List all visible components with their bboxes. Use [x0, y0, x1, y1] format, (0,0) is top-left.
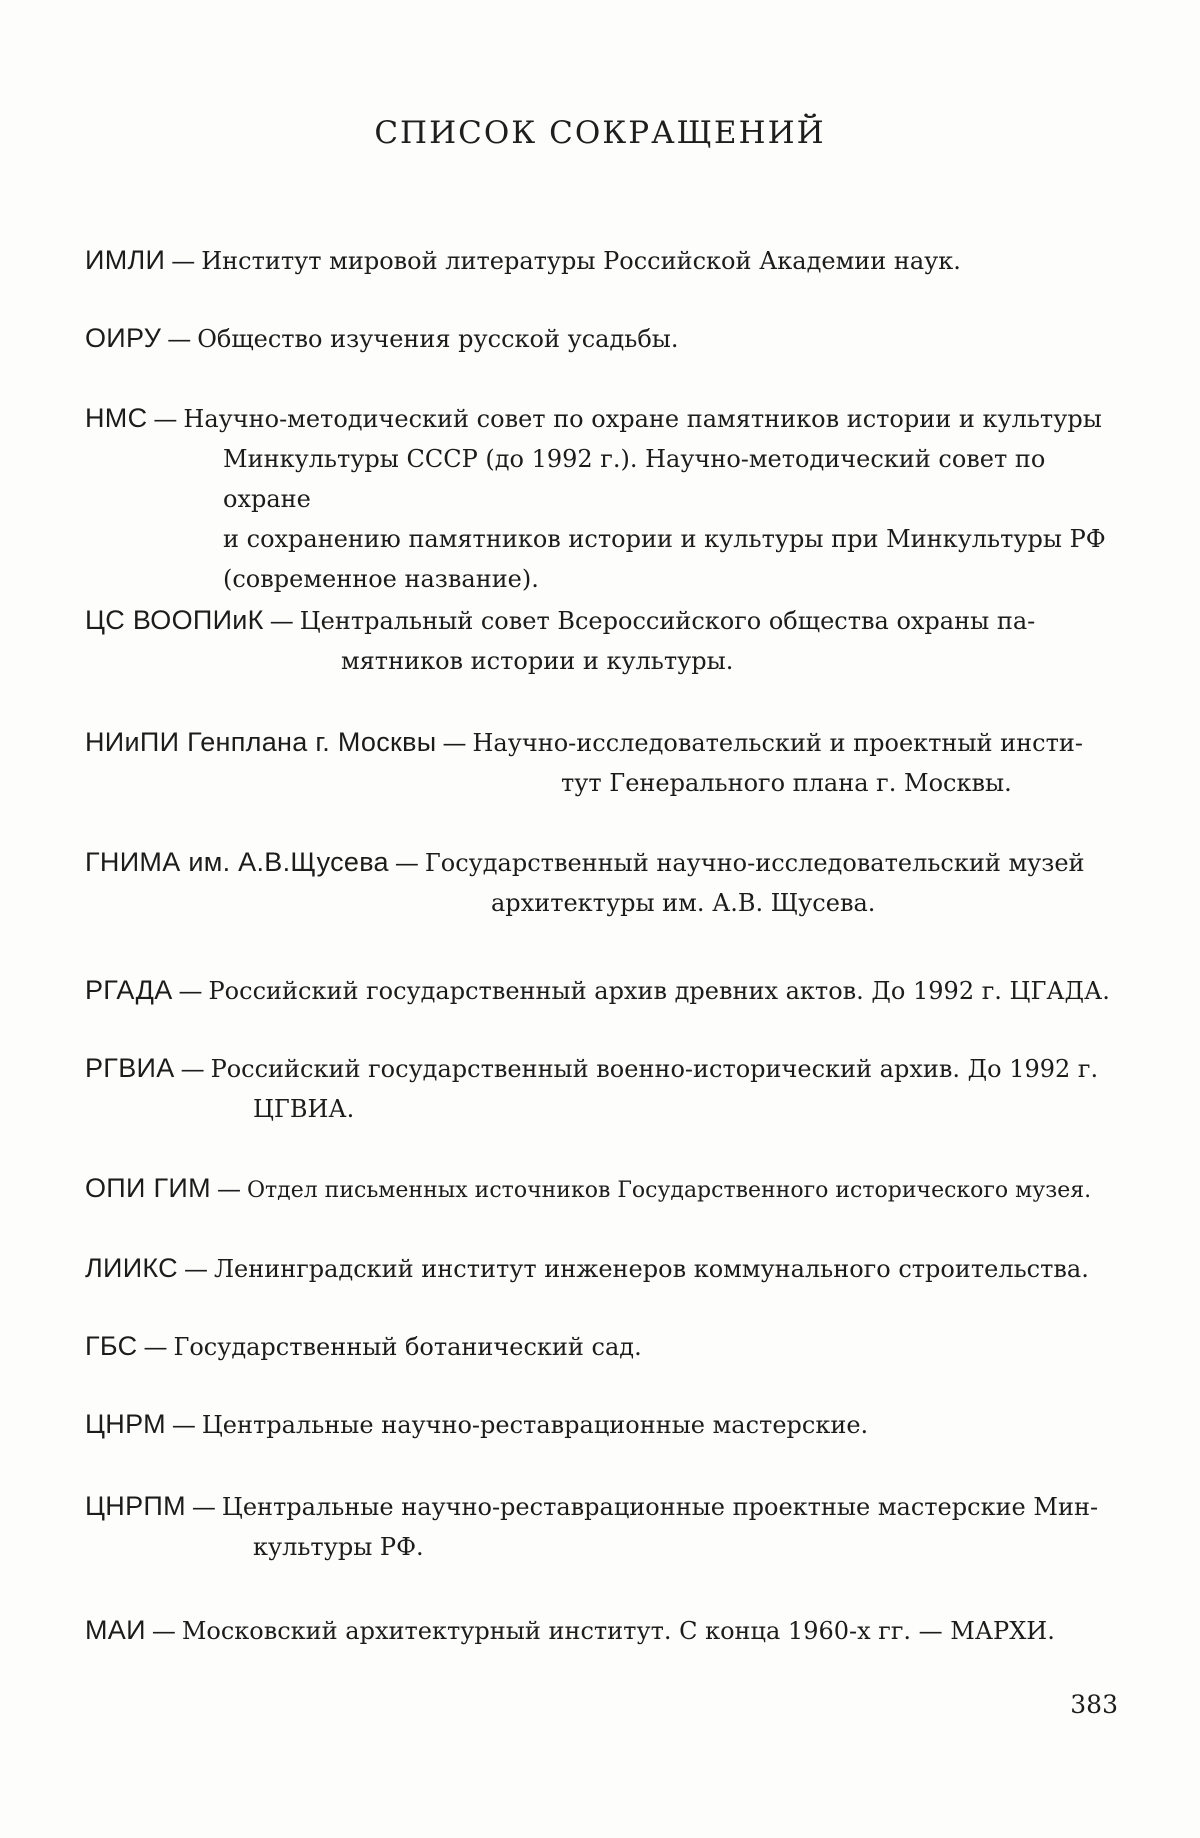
- entry-definition: Московский архитектурный институт. С конца 1960-х гг. — МАРХИ.: [181, 1617, 1055, 1645]
- entry-liiks: ЛИИКС — Ленинградский институт инженеров коммунального строительства.: [85, 1253, 1089, 1283]
- page-title: СПИСОК СОКРАЩЕНИЙ: [374, 115, 826, 151]
- entry-continuation: тут Генерального плана г. Москвы.: [561, 769, 1012, 797]
- entry-definition: Институт мировой литературы Российской Академии наук.: [201, 247, 961, 275]
- entry-rgada: РГАДА — Российский государственный архив древних актов. До 1992 г. ЦГАДА.: [85, 975, 1110, 1005]
- entry-cs-voopiik: ЦС ВООПИиК — Центральный совет Всероссийского общества охраны па- мятников истории и культуры.: [85, 600, 1125, 681]
- entry-abbreviation: НИиПИ Генплана г. Москвы: [85, 727, 437, 757]
- entry-continuation: культуры РФ.: [253, 1533, 424, 1561]
- entry-continuation: ЦГВИА.: [253, 1095, 355, 1123]
- entry-cnrm: ЦНРМ — Центральные научно-реставрационные мастерские.: [85, 1409, 869, 1439]
- page-number: 383: [1070, 1690, 1118, 1719]
- entry-abbreviation: ЛИИКС: [85, 1253, 178, 1283]
- entry-definition: Государственный научно-исследовательский музей: [424, 849, 1085, 877]
- entry-continuation: архитектуры им. А.В. Щусева.: [491, 889, 876, 917]
- entry-gbs: ГБС — Государственный ботанический сад.: [85, 1331, 642, 1361]
- entry-definition: Государственный ботанический сад.: [173, 1333, 642, 1361]
- entry-abbreviation: ГНИМА им. А.В.Щусева: [85, 847, 389, 877]
- entry-abbreviation: ОИРУ: [85, 323, 162, 353]
- entry-opi-gim: ОПИ ГИМ — Отдел письменных источников Государственного исторического музея.: [85, 1173, 1092, 1203]
- entry-definition: Центральные научно-реставрационные мастерские.: [201, 1411, 869, 1439]
- entry-rgvia: РГВИА — Российский государственный военно-исторический архив. До 1992 г. ЦГВИА.: [85, 1048, 1125, 1129]
- entry-continuation: Минкультуры СССР (до 1992 г.). Научно-методический совет по охране и сохранению памятников истории и культуры при Минкультуры РФ (современное название).: [223, 445, 1106, 593]
- entry-abbreviation: ЦНРПМ: [85, 1491, 186, 1521]
- entry-abbreviation: ЦС ВООПИиК: [85, 605, 264, 635]
- entry-abbreviation: ЦНРМ: [85, 1409, 166, 1439]
- entry-oiru: ОИРУ — Общество изучения русской усадьбы.: [85, 323, 679, 353]
- entry-niipi: НИиПИ Генплана г. Москвы — Научно-исследовательский и проектный инсти- тут Генерального плана г. Москвы.: [85, 722, 1125, 803]
- entry-definition: Центральные научно-реставрационные проектные мастерские Мин-: [221, 1493, 1099, 1521]
- entry-abbreviation: МАИ: [85, 1615, 146, 1645]
- entry-definition: Ленинградский институт инженеров коммунального строительства.: [213, 1255, 1089, 1283]
- entry-definition: Центральный совет Всероссийского общества охраны па-: [299, 607, 1036, 635]
- entry-abbreviation: ГБС: [85, 1331, 138, 1361]
- entry-cnrpm: ЦНРПМ — Центральные научно-реставрационные проектные мастерские Мин- культуры РФ.: [85, 1486, 1125, 1567]
- entry-definition: Общество изучения русской усадьбы.: [197, 325, 679, 353]
- entry-imli: ИМЛИ — Институт мировой литературы Российской Академии наук.: [85, 245, 961, 275]
- entry-definition: Научно-исследовательский и проектный инсти-: [472, 729, 1083, 757]
- entry-abbreviation: РГАДА: [85, 975, 173, 1005]
- entry-mai: МАИ — Московский архитектурный институт. С конца 1960-х гг. — МАРХИ.: [85, 1615, 1055, 1645]
- entry-nms: НМС — Научно-методический совет по охране памятников истории и культуры Минкультуры СССР (до 1992 г.). Научно-методический совет по охране и сохранению памятников истории и культуры при Минкультуры РФ (современное название).: [85, 398, 1125, 599]
- entry-definition: Отдел письменных источников Государственного исторического музея.: [246, 1178, 1092, 1203]
- entry-definition: Научно-методический совет по охране памятников истории и культуры: [183, 405, 1102, 433]
- entry-abbreviation: НМС: [85, 403, 148, 433]
- entry-definition: Российский государственный архив древних актов. До 1992 г. ЦГАДА.: [208, 977, 1110, 1005]
- entry-continuation: мятников истории и культуры.: [341, 647, 734, 675]
- entry-abbreviation: ИМЛИ: [85, 245, 166, 275]
- entry-abbreviation: РГВИА: [85, 1053, 175, 1083]
- entry-gnima: ГНИМА им. А.В.Щусева — Государственный научно-исследовательский музей архитектуры им. А.В. Щусева.: [85, 842, 1125, 923]
- entry-abbreviation: ОПИ ГИМ: [85, 1173, 211, 1203]
- entry-definition: Российский государственный военно-исторический архив. До 1992 г.: [210, 1055, 1099, 1083]
